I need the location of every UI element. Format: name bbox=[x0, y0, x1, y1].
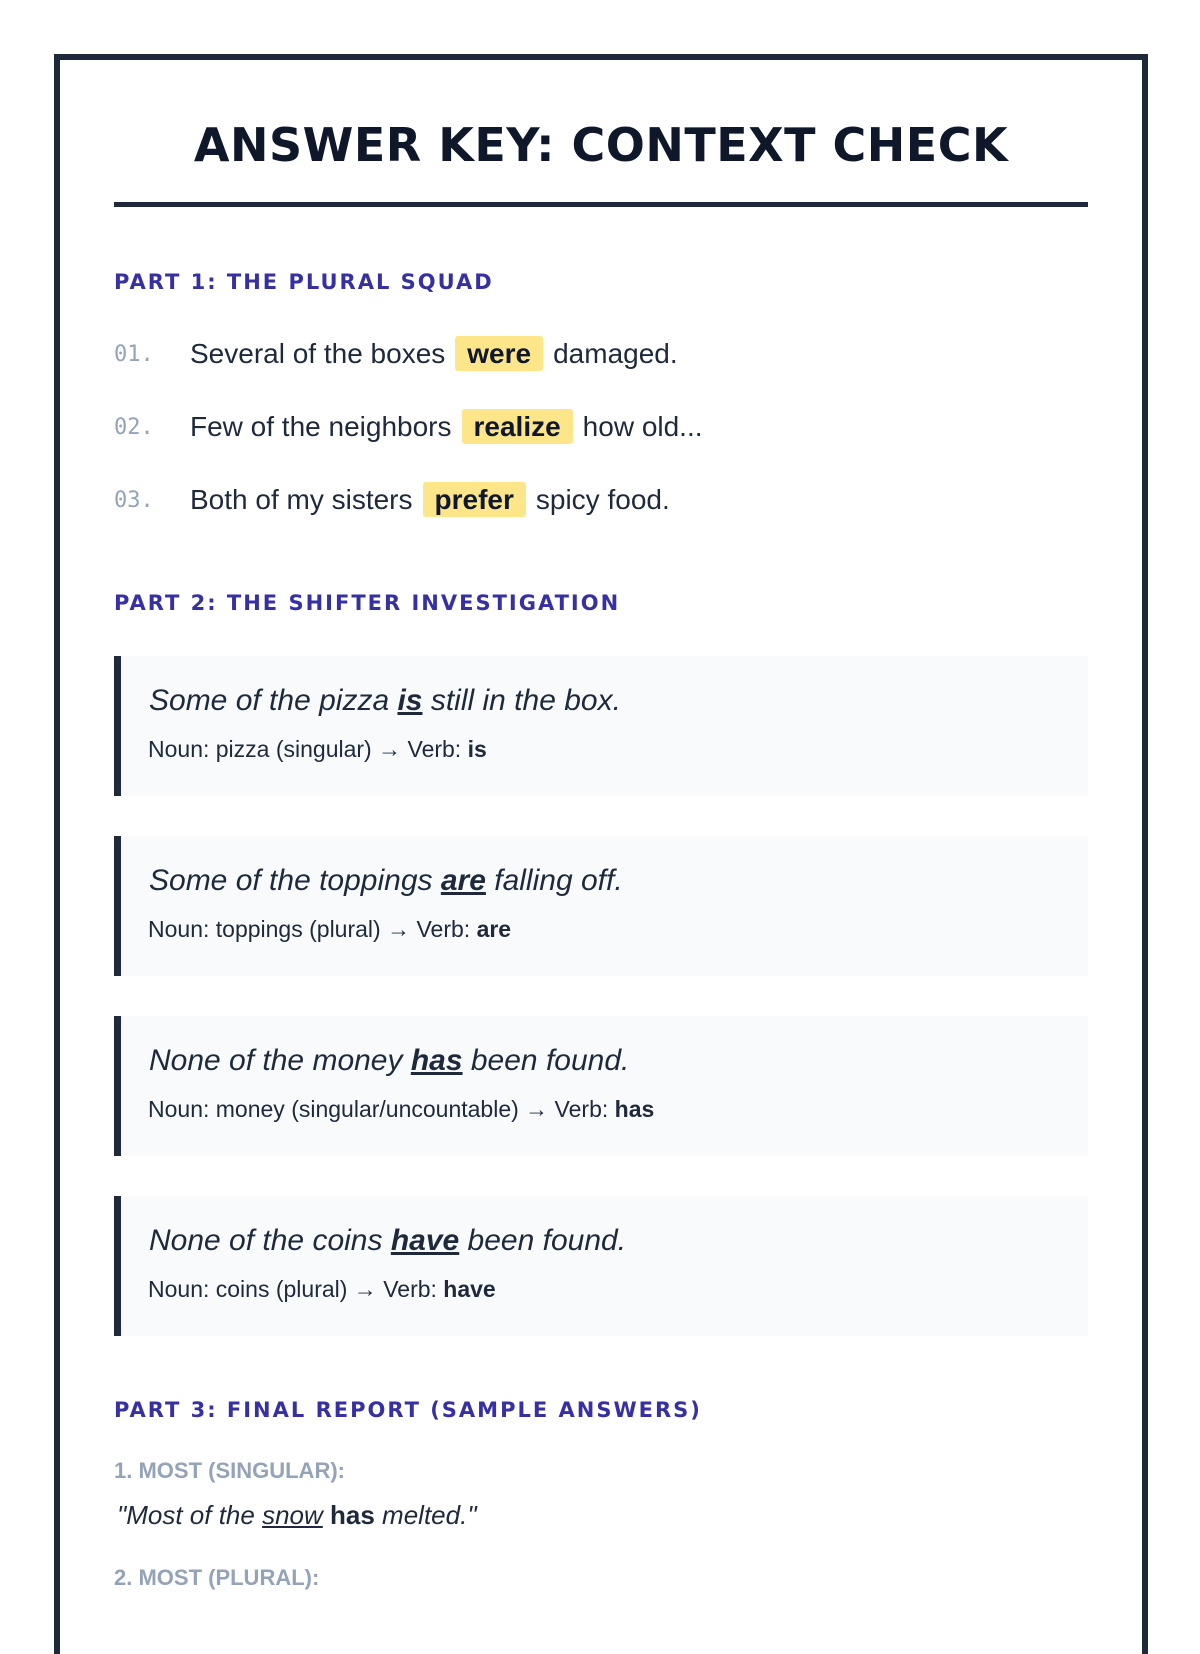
sentence-after: how old... bbox=[582, 411, 703, 442]
part1-item-1 bbox=[114, 334, 678, 374]
note-text: Noun: coins (plural) → Verb: bbox=[148, 1276, 444, 1302]
card-note bbox=[148, 1276, 496, 1303]
shifter-card-1 bbox=[114, 656, 1088, 796]
shifter-card-4 bbox=[114, 1196, 1088, 1336]
sentence-before: Some of the toppings bbox=[149, 864, 441, 897]
answer-noun: snow bbox=[262, 1500, 323, 1530]
part1-item-2 bbox=[114, 407, 703, 447]
item-number: 02. bbox=[114, 414, 154, 440]
sentence-before: Few of the neighbors bbox=[190, 411, 452, 442]
title-divider bbox=[114, 202, 1088, 207]
part3-item-1-label: 1. MOST (SINGULAR): bbox=[114, 1458, 345, 1483]
sentence-verb: is bbox=[397, 684, 423, 717]
sentence-before: Some of the pizza bbox=[149, 684, 398, 717]
part3-heading: PART 3: FINAL REPORT (SAMPLE ANSWERS) bbox=[114, 1398, 702, 1422]
item-number: 03. bbox=[114, 487, 154, 513]
card-note bbox=[148, 916, 511, 943]
answer-verb: has bbox=[330, 1500, 375, 1530]
item-sentence bbox=[190, 338, 678, 370]
part1-heading: PART 1: THE PLURAL SQUAD bbox=[114, 270, 494, 294]
card-note bbox=[148, 1096, 654, 1123]
note-text: Noun: toppings (plural) → Verb: bbox=[148, 916, 477, 942]
sentence-after: still in the box. bbox=[422, 684, 621, 717]
sentence-before: None of the money bbox=[149, 1044, 411, 1077]
sentence-before: None of the coins bbox=[149, 1224, 391, 1257]
card-note bbox=[148, 736, 487, 763]
note-text: Noun: pizza (singular) → Verb: bbox=[148, 736, 468, 762]
note-verb: have bbox=[443, 1276, 496, 1302]
answer-close: melted." bbox=[374, 1500, 477, 1530]
part3-item-2-label: 2. MOST (PLURAL): bbox=[114, 1565, 320, 1590]
sentence-after: spicy food. bbox=[535, 484, 670, 515]
answer-open: "Most of the bbox=[117, 1500, 263, 1530]
sentence-after: been found. bbox=[459, 1224, 627, 1257]
sentence-after: been found. bbox=[462, 1044, 630, 1077]
part3-item-1-answer bbox=[117, 1500, 477, 1531]
answer-highlight: prefer bbox=[423, 482, 526, 517]
answer-key-sheet bbox=[54, 54, 1148, 1654]
sentence-after: damaged. bbox=[553, 338, 678, 369]
sentence-before: Both of my sisters bbox=[190, 484, 413, 515]
answer-highlight: were bbox=[455, 336, 543, 371]
sentence-verb: have bbox=[390, 1224, 460, 1257]
note-text: Noun: money (singular/uncountable) → Verb: bbox=[148, 1096, 615, 1122]
card-sentence bbox=[149, 1224, 626, 1258]
sentence-verb: are bbox=[440, 864, 486, 897]
sentence-after: falling off. bbox=[485, 864, 623, 897]
card-sentence bbox=[149, 1044, 629, 1078]
sentence-before: Several of the boxes bbox=[190, 338, 446, 369]
card-sentence bbox=[149, 864, 623, 898]
part2-heading: PART 2: THE SHIFTER INVESTIGATION bbox=[114, 591, 621, 615]
shifter-card-2 bbox=[114, 836, 1088, 976]
sentence-verb: has bbox=[410, 1044, 463, 1077]
item-number: 01. bbox=[114, 341, 154, 367]
page-title: ANSWER KEY: CONTEXT CHECK bbox=[193, 118, 1009, 172]
part1-item-3 bbox=[114, 480, 670, 520]
shifter-card-3 bbox=[114, 1016, 1088, 1156]
answer-highlight: realize bbox=[462, 409, 573, 444]
item-sentence bbox=[190, 484, 670, 516]
note-verb: has bbox=[614, 1096, 655, 1122]
note-verb: is bbox=[467, 736, 487, 762]
note-verb: are bbox=[476, 916, 512, 942]
answer-space bbox=[323, 1500, 330, 1530]
item-sentence bbox=[190, 411, 703, 443]
card-sentence bbox=[149, 684, 621, 718]
